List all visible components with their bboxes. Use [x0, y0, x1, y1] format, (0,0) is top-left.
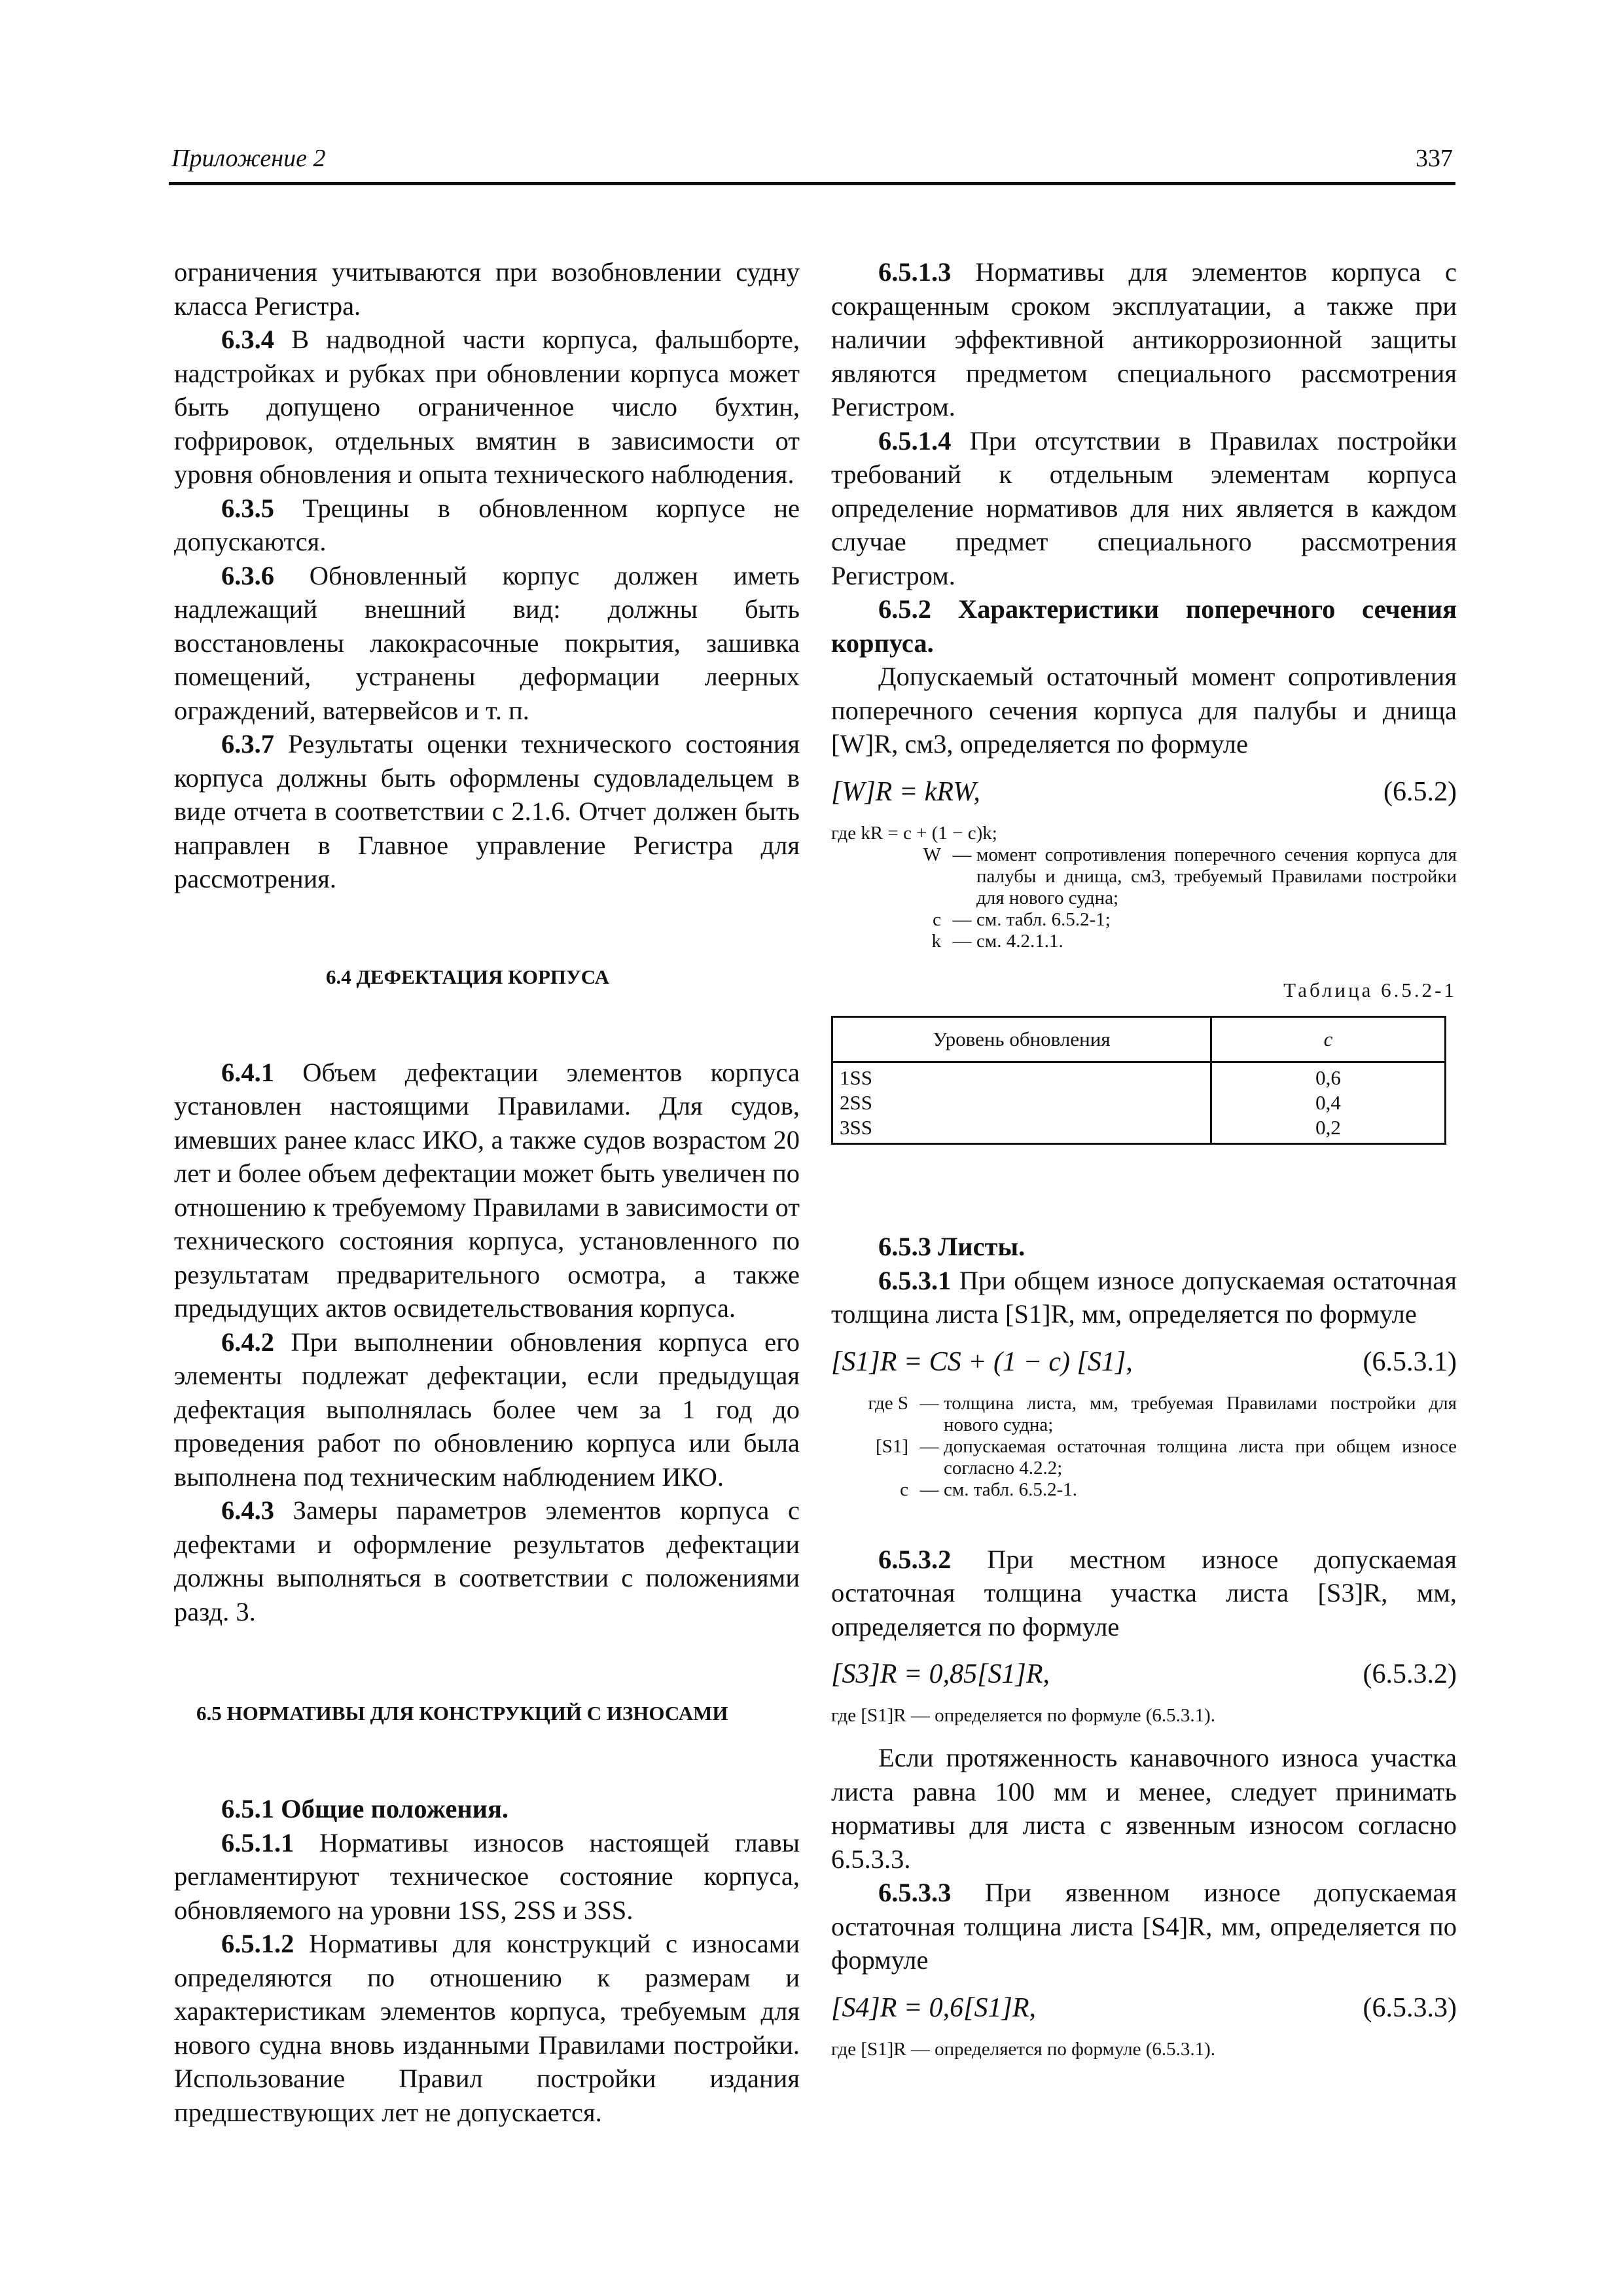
clause-number: 6.5.3.2 — [878, 1544, 952, 1574]
clause-number: 6.5.1.3 — [878, 257, 952, 287]
clause-text: Замеры параметров элементов корпуса с дефектами и оформление результатов дефектации должны выполняться в соответствии с положениями разд. 3. — [174, 1496, 800, 1626]
left-column — [174, 255, 800, 2129]
clause-text: Результаты оценки технического состояния корпуса должны быть оформлены судовладельцем в виде отчета в соответствии с 2.1.6. Отчет должен быть направлен в Главное управление Регистра для рассмотрения. — [174, 729, 800, 893]
legend-row — [831, 931, 1457, 952]
formula-expression: [W]R = kRW, — [831, 776, 980, 807]
paragraph-6-5-3-3 — [831, 1876, 1457, 1977]
legend-definition: см. табл. 6.5.2-1. — [944, 1479, 1078, 1500]
legend-row — [831, 1393, 1457, 1436]
clause-number: 6.5.1.4 — [878, 425, 952, 456]
data-table — [831, 1016, 1446, 1145]
table-cell-value: 0,2 — [1315, 1116, 1341, 1139]
legend-dash: — — [919, 1479, 939, 1500]
formula-6-5-3-3 — [831, 1992, 1457, 2030]
table-caption: Таблица 6.5.2-1 — [1283, 978, 1457, 1001]
formula-expression: [S3]R = 0,85[S1]R, — [831, 1659, 1050, 1689]
clause-text: Трещины в обновленном корпусе не допускаются. — [174, 493, 800, 556]
legend-definition: см. 4.2.1.1. — [976, 930, 1063, 952]
heading-6-5-2 — [831, 592, 1457, 660]
heading-text: 6.5.3 Листы. — [878, 1232, 1026, 1261]
formula-number: (6.5.3.3) — [1363, 1992, 1457, 2023]
clause-number: 6.4.3 — [221, 1496, 274, 1525]
table-cell-value: 0,4 — [1315, 1091, 1341, 1114]
heading-text: 6.5.2 Характеристики поперечного сечения корпуса. — [831, 594, 1457, 658]
formula-legend-6-5-3-1 — [831, 1393, 1457, 1501]
page-header — [169, 139, 1455, 185]
legend-symbol: где S — [868, 1392, 908, 1414]
legend-definition: см. табл. 6.5.2-1; — [976, 908, 1111, 930]
header-title: Приложение 2 — [171, 145, 326, 172]
legend-symbol: W — [923, 844, 941, 865]
formula-legend-6-5-3-2: где [S1]R — определяется по формуле (6.5.3.1). — [831, 1705, 1216, 1726]
clause-number: 6.5.1.1 — [221, 1827, 294, 1857]
clause-number: 6.3.4 — [221, 325, 274, 354]
clause-text: В надводной части корпуса, фальшборте, надстройках и рубках при обновлении корпуса может быть допущено ограниченное число бухтин, гофрировок, отдельных вмятин в зависимости от уровня обновления и опыта технического наблюдения. — [174, 325, 800, 489]
paragraph-groove-wear: Если протяженность канавочного износа участка листа равна 100 мм и менее, следует принимать нормативы для листа с язвенным износом согласно 6.5.3.3. — [831, 1743, 1457, 1874]
paragraph-6-4-2 — [174, 1325, 800, 1494]
column-header: Уровень обновления — [832, 1017, 1211, 1062]
section-title-6-4: 6.4 ДЕФЕКТАЦИЯ КОРПУСА — [326, 965, 610, 988]
table-cell — [832, 1062, 1211, 1144]
legend-dash: — — [919, 1435, 939, 1457]
paragraph-continuation: ограничения учитываются при возобновлении судну класса Регистра. — [174, 257, 800, 321]
clause-number: 6.3.5 — [221, 493, 274, 523]
table-cell-value: 2SS — [840, 1091, 872, 1114]
formula-number: (6.5.3.2) — [1363, 1659, 1457, 1689]
paragraph-6-4-1 — [174, 1056, 800, 1325]
clause-text: Обновленный корпус должен иметь надлежащий внешний вид: должны быть восстановлены лакокрасочные покрытия, зашивка помещений, устранены деформации леерных ограждений, ватервейсов и т. п. — [174, 560, 800, 725]
column-header: c — [1211, 1017, 1446, 1062]
table-cell-value: 1SS — [840, 1066, 872, 1089]
legend-row — [831, 1436, 1457, 1479]
legend-symbol: [S1] — [876, 1435, 908, 1457]
formula-number: (6.5.2) — [1383, 776, 1457, 807]
clause-text: Нормативы для элементов корпуса с сокращенным сроком эксплуатации, а также при наличии эффективной антикоррозионной защиты являются предметом специального рассмотрения Регистром. — [831, 257, 1457, 422]
page-number: 337 — [1416, 145, 1453, 172]
legend-symbol: k — [931, 930, 941, 952]
formula-6-5-3-1 — [831, 1346, 1457, 1384]
clause-text: При общем износе допускаемая остаточная толщина листа [S1]R, мм, определяется по формуле — [831, 1265, 1457, 1329]
clause-number: 6.3.7 — [221, 729, 274, 759]
legend-definition: допускаемая остаточная толщина листа при общем износе согласно 4.2.2; — [944, 1435, 1457, 1479]
legend-dash: — — [952, 844, 972, 865]
clause-text: Объем дефектации элементов корпуса установлен настоящими Правилами. Для судов, имевших ранее класс ИКО, а также судов возрастом 20 лет и более объем дефектации может быть увеличен по отношению к требуемому Правилами в зависимости от технического состояния корпуса, установленного по результатам предварительного осмотра, а также предыдущих актов освидетельствования корпуса. — [174, 1057, 800, 1323]
paragraph-6-3-6 — [174, 559, 800, 728]
paragraph-6-5-1-3 — [831, 255, 1457, 424]
table-cell-value: 3SS — [840, 1116, 872, 1139]
clause-text: При местном износе допускаемая остаточная толщина участка листа [S3]R, мм, определяется по формуле — [831, 1544, 1457, 1641]
formula-legend-6-5-3-3: где [S1]R — определяется по формуле (6.5.3.1). — [831, 2038, 1216, 2060]
formula-expression: [S1]R = CS + (1 − c) [S1], — [831, 1346, 1133, 1377]
legend-dash: — — [952, 930, 972, 952]
table-cell-value: 0,6 — [1315, 1066, 1341, 1089]
formula-6-5-3-2 — [831, 1658, 1457, 1696]
clause-number: 6.3.6 — [221, 560, 274, 590]
paragraph-6-3-7 — [174, 727, 800, 896]
clause-number: 6.4.2 — [221, 1327, 274, 1357]
legend-dash: — — [952, 908, 972, 930]
legend-definition: где kR = c + (1 − c)k; — [831, 822, 997, 844]
table-cell — [1211, 1062, 1446, 1144]
legend-row — [831, 844, 1457, 909]
paragraph-6-3-5 — [174, 492, 800, 559]
legend-symbol: c — [933, 908, 941, 930]
table-row — [832, 1062, 1446, 1144]
paragraph-6-5-2: Допускаемый остаточный момент сопротивления поперечного сечения корпуса для палубы и днища [W]R, см3, определяется по формуле — [831, 662, 1457, 759]
clause-number: 6.5.3.1 — [878, 1265, 952, 1295]
heading-6-5-3 — [831, 1230, 1457, 1264]
paragraph-6-5-3-1 — [831, 1264, 1457, 1331]
heading-6-5-1 — [174, 1792, 800, 1826]
legend-symbol: c — [900, 1479, 908, 1500]
legend-definition: толщина листа, мм, требуемая Правилами постройки для нового судна; — [944, 1392, 1457, 1435]
legend-dash: — — [919, 1392, 939, 1414]
legend-definition: момент сопротивления поперечного сечения корпуса для палубы и днища, см3, требуемый Правилами постройки для нового судна; — [976, 844, 1457, 908]
clause-text: При отсутствии в Правилах постройки требований к отдельным элементам корпуса определение нормативов для них является в каждом случае предмет специального рассмотрения Регистром. — [831, 425, 1457, 590]
formula-expression: [S4]R = 0,6[S1]R, — [831, 1992, 1037, 2023]
paragraph-6-5-1-4 — [831, 424, 1457, 593]
legend-row — [831, 909, 1457, 931]
clause-text: При язвенном износе допускаемая остаточная толщина листа [S4]R, мм, определяется по формуле — [831, 1878, 1457, 1975]
legend-row — [831, 1479, 1457, 1501]
formula-legend-6-5-2 — [831, 823, 1457, 952]
clause-number: 6.4.1 — [221, 1057, 274, 1087]
clause-number: 6.5.3.3 — [878, 1878, 952, 1907]
clause-number: 6.5.1.2 — [221, 1929, 294, 1958]
clause-text: Нормативы для конструкций с износами определяются по отношению к размерам и характеристикам элементов корпуса, требуемым для нового судна вновь изданными Правилами постройки. Использование Правил постройки издания предшествующих лет не допускается. — [174, 1929, 800, 2127]
heading-text: 6.5.1 Общие положения. — [221, 1794, 509, 1823]
right-column — [831, 255, 1457, 2060]
formula-6-5-2 — [831, 776, 1457, 814]
paragraph-6-5-1-2 — [174, 1927, 800, 2129]
section-title-6-5: 6.5 НОРМАТИВЫ ДЛЯ КОНСТРУКЦИЙ С ИЗНОСАМИ — [196, 1702, 728, 1725]
formula-number: (6.5.3.1) — [1363, 1346, 1457, 1377]
legend-row — [831, 823, 1457, 844]
paragraph-6-3-4 — [174, 323, 800, 492]
clause-text: При выполнении обновления корпуса его элементы подлежат дефектации, если предыдущая дефектация выполнялась более чем за 1 год до проведения работ по обновлению корпуса или была выполнена под техническим наблюдением ИКО. — [174, 1327, 800, 1492]
table-header-row — [832, 1017, 1446, 1062]
paragraph-6-4-3 — [174, 1494, 800, 1628]
clause-text: Нормативы износов настоящей главы регламентируют техническое состояние корпуса, обновляемого на уровни 1SS, 2SS и 3SS. — [174, 1827, 800, 1925]
paragraph-6-5-3-2 — [831, 1543, 1457, 1644]
paragraph-6-5-1-1 — [174, 1826, 800, 1928]
